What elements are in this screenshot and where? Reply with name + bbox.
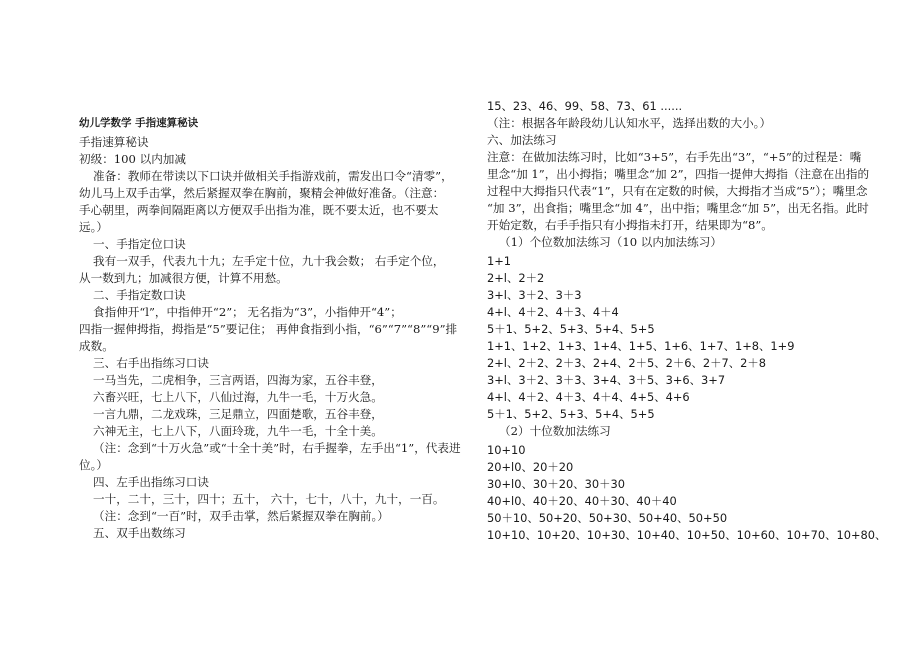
practice-1-title: （1）个位数加法练习（10 以内加法练习） <box>499 235 722 249</box>
practice-1-row: 3+l、3＋2、3＋3、3+4、3＋5、3+6、3+7 <box>487 373 726 387</box>
practice-2-row: 10+10、10+20、10+30、10+40、10+50、10+60、10+70、10+80、 <box>487 528 887 542</box>
prep-line-1: 准备：教师在带读以下口诀并做相关手指游戏前，需发出口令“清零”， <box>93 169 453 183</box>
section-6-line-1: 注意：在做加法练习时，比如“3+5”，右手先出“3”，“+5”的过程是：嘴 <box>487 150 862 164</box>
section-5-title: 五、双手出数练习 <box>93 526 186 540</box>
practice-1-row: 4+l、4＋2、4＋3、4＋4、4+5、4+6 <box>487 390 690 404</box>
practice-1-row: 1+1 <box>487 254 512 268</box>
section-6-title: 六、加法练习 <box>487 133 557 147</box>
section-2-line-2: 四指一握伸拇指，拇指是“5”要记住； 再伸食指到小指，“6”“7”“8”“9”排 <box>79 322 458 336</box>
level-line: 初级：100 以内加减 <box>79 152 186 166</box>
section-6-line-2: 里念“加 1”，出小拇指；嘴里念“加 2”，四指一提伸大拇指（注意在出指的 <box>487 167 870 181</box>
section-2-line-1: 食指伸开“l”，中指伸开“2”； 无名指为“3”，小指伸开“4”； <box>93 305 402 319</box>
section-4-line: 一十，二十，三十，四十；五十， 六十，七十，八十，九十，一百。 <box>93 492 445 506</box>
section-6-line-4: “加 3”，出食指；嘴里念“加 4”，出中指；嘴里念“加 5”，出无名指。此时 <box>487 201 869 215</box>
section-3-note-1: （注：念到“十万火急”或“十全十美”时，右手握拳，左手出“1”，代表进 <box>93 441 461 455</box>
section-3-line-3: 一言九鼎，二龙戏珠，三足鼎立，四面楚歌，五谷丰登， <box>93 407 383 421</box>
practice-note: （注：根据各年龄段幼儿认知水平，选择出数的大小。） <box>487 116 772 130</box>
subtitle: 手指速算秘诀 <box>79 135 149 149</box>
practice-numbers: 15、23、46、99、58、73、61 ...... <box>487 99 683 113</box>
section-2-title: 二、手指定数口诀 <box>93 288 186 302</box>
section-6-line-5: 开始定数，右手手指只有小拇指未打开，结果即为“8”。 <box>487 218 773 232</box>
practice-1-row: 3+l、3＋2、3＋3 <box>487 288 582 302</box>
practice-1-row: 5＋1、5+2、5+3、5+4、5+5 <box>487 322 655 336</box>
practice-1-row: 1+1、1+2、1+3、1+4、1+5、1+6、1+7、1+8、1+9 <box>487 339 795 353</box>
prep-line-2: 幼儿马上双手击掌，然后紧握双拳在胸前，聚精会神做好准备。（注意： <box>79 186 445 200</box>
section-1-title: 一、手指定位口诀 <box>93 237 186 251</box>
prep-line-3: 手心朝里，两拳间隔距离以方便双手出指为准，既不要太近，也不要太 <box>79 203 439 217</box>
document-title: 幼儿学数学 手指速算秘诀 <box>79 117 199 129</box>
section-6-line-3: 过程中大拇指只代表“1”，只有在定数的时候，大拇指才当成“5”）；嘴里念 <box>487 184 868 198</box>
section-1-line-2: 从一数到九；加减很方便，计算不用愁。 <box>79 271 288 285</box>
section-1-line-1: 我有一双手，代表九十九；左手定十位，九十我会数； 右手定个位， <box>93 254 445 268</box>
section-3-title: 三、右手出指练习口诀 <box>93 356 209 370</box>
section-3-line-2: 六畜兴旺，七上八下，八仙过海，九牛一毛，十万火急。 <box>93 390 383 404</box>
practice-2-title: （2）十位数加法练习 <box>499 424 611 438</box>
practice-2-row: 30+l0、30＋20、30＋30 <box>487 477 625 491</box>
practice-2-row: 50＋10、50+20、50+30、50+40、50+50 <box>487 511 728 525</box>
practice-1-row: 5＋1、5+2、5+3、5+4、5+5 <box>487 407 655 421</box>
section-4-note: （注：念到“一百”时，双手击掌，然后紧握双拳在胸前。） <box>93 509 389 523</box>
practice-2-row: 10+10 <box>487 443 526 457</box>
practice-1-row: 2+l、2＋2、2＋3、2+4、2＋5、2＋6、2＋7、2＋8 <box>487 356 767 370</box>
practice-2-row: 40+l0、40＋20、40＋30、40＋40 <box>487 494 677 508</box>
section-4-title: 四、左手出指练习口诀 <box>93 475 209 489</box>
practice-2-row: 20+l0、20＋20 <box>487 460 574 474</box>
practice-1-row: 2+l、2＋2 <box>487 271 545 285</box>
practice-1-row: 4+l、4＋2、4＋3、4＋4 <box>487 305 619 319</box>
section-2-line-3: 成数。 <box>79 339 114 353</box>
section-3-line-1: 一马当先，二虎相争，三言两语，四海为家，五谷丰登， <box>93 373 383 387</box>
prep-line-4: 远。） <box>79 220 108 234</box>
section-3-line-4: 六神无主，七上八下，八面玲珑，九牛一毛，十全十美。 <box>93 424 383 438</box>
section-3-note-2: 位。） <box>79 458 108 472</box>
